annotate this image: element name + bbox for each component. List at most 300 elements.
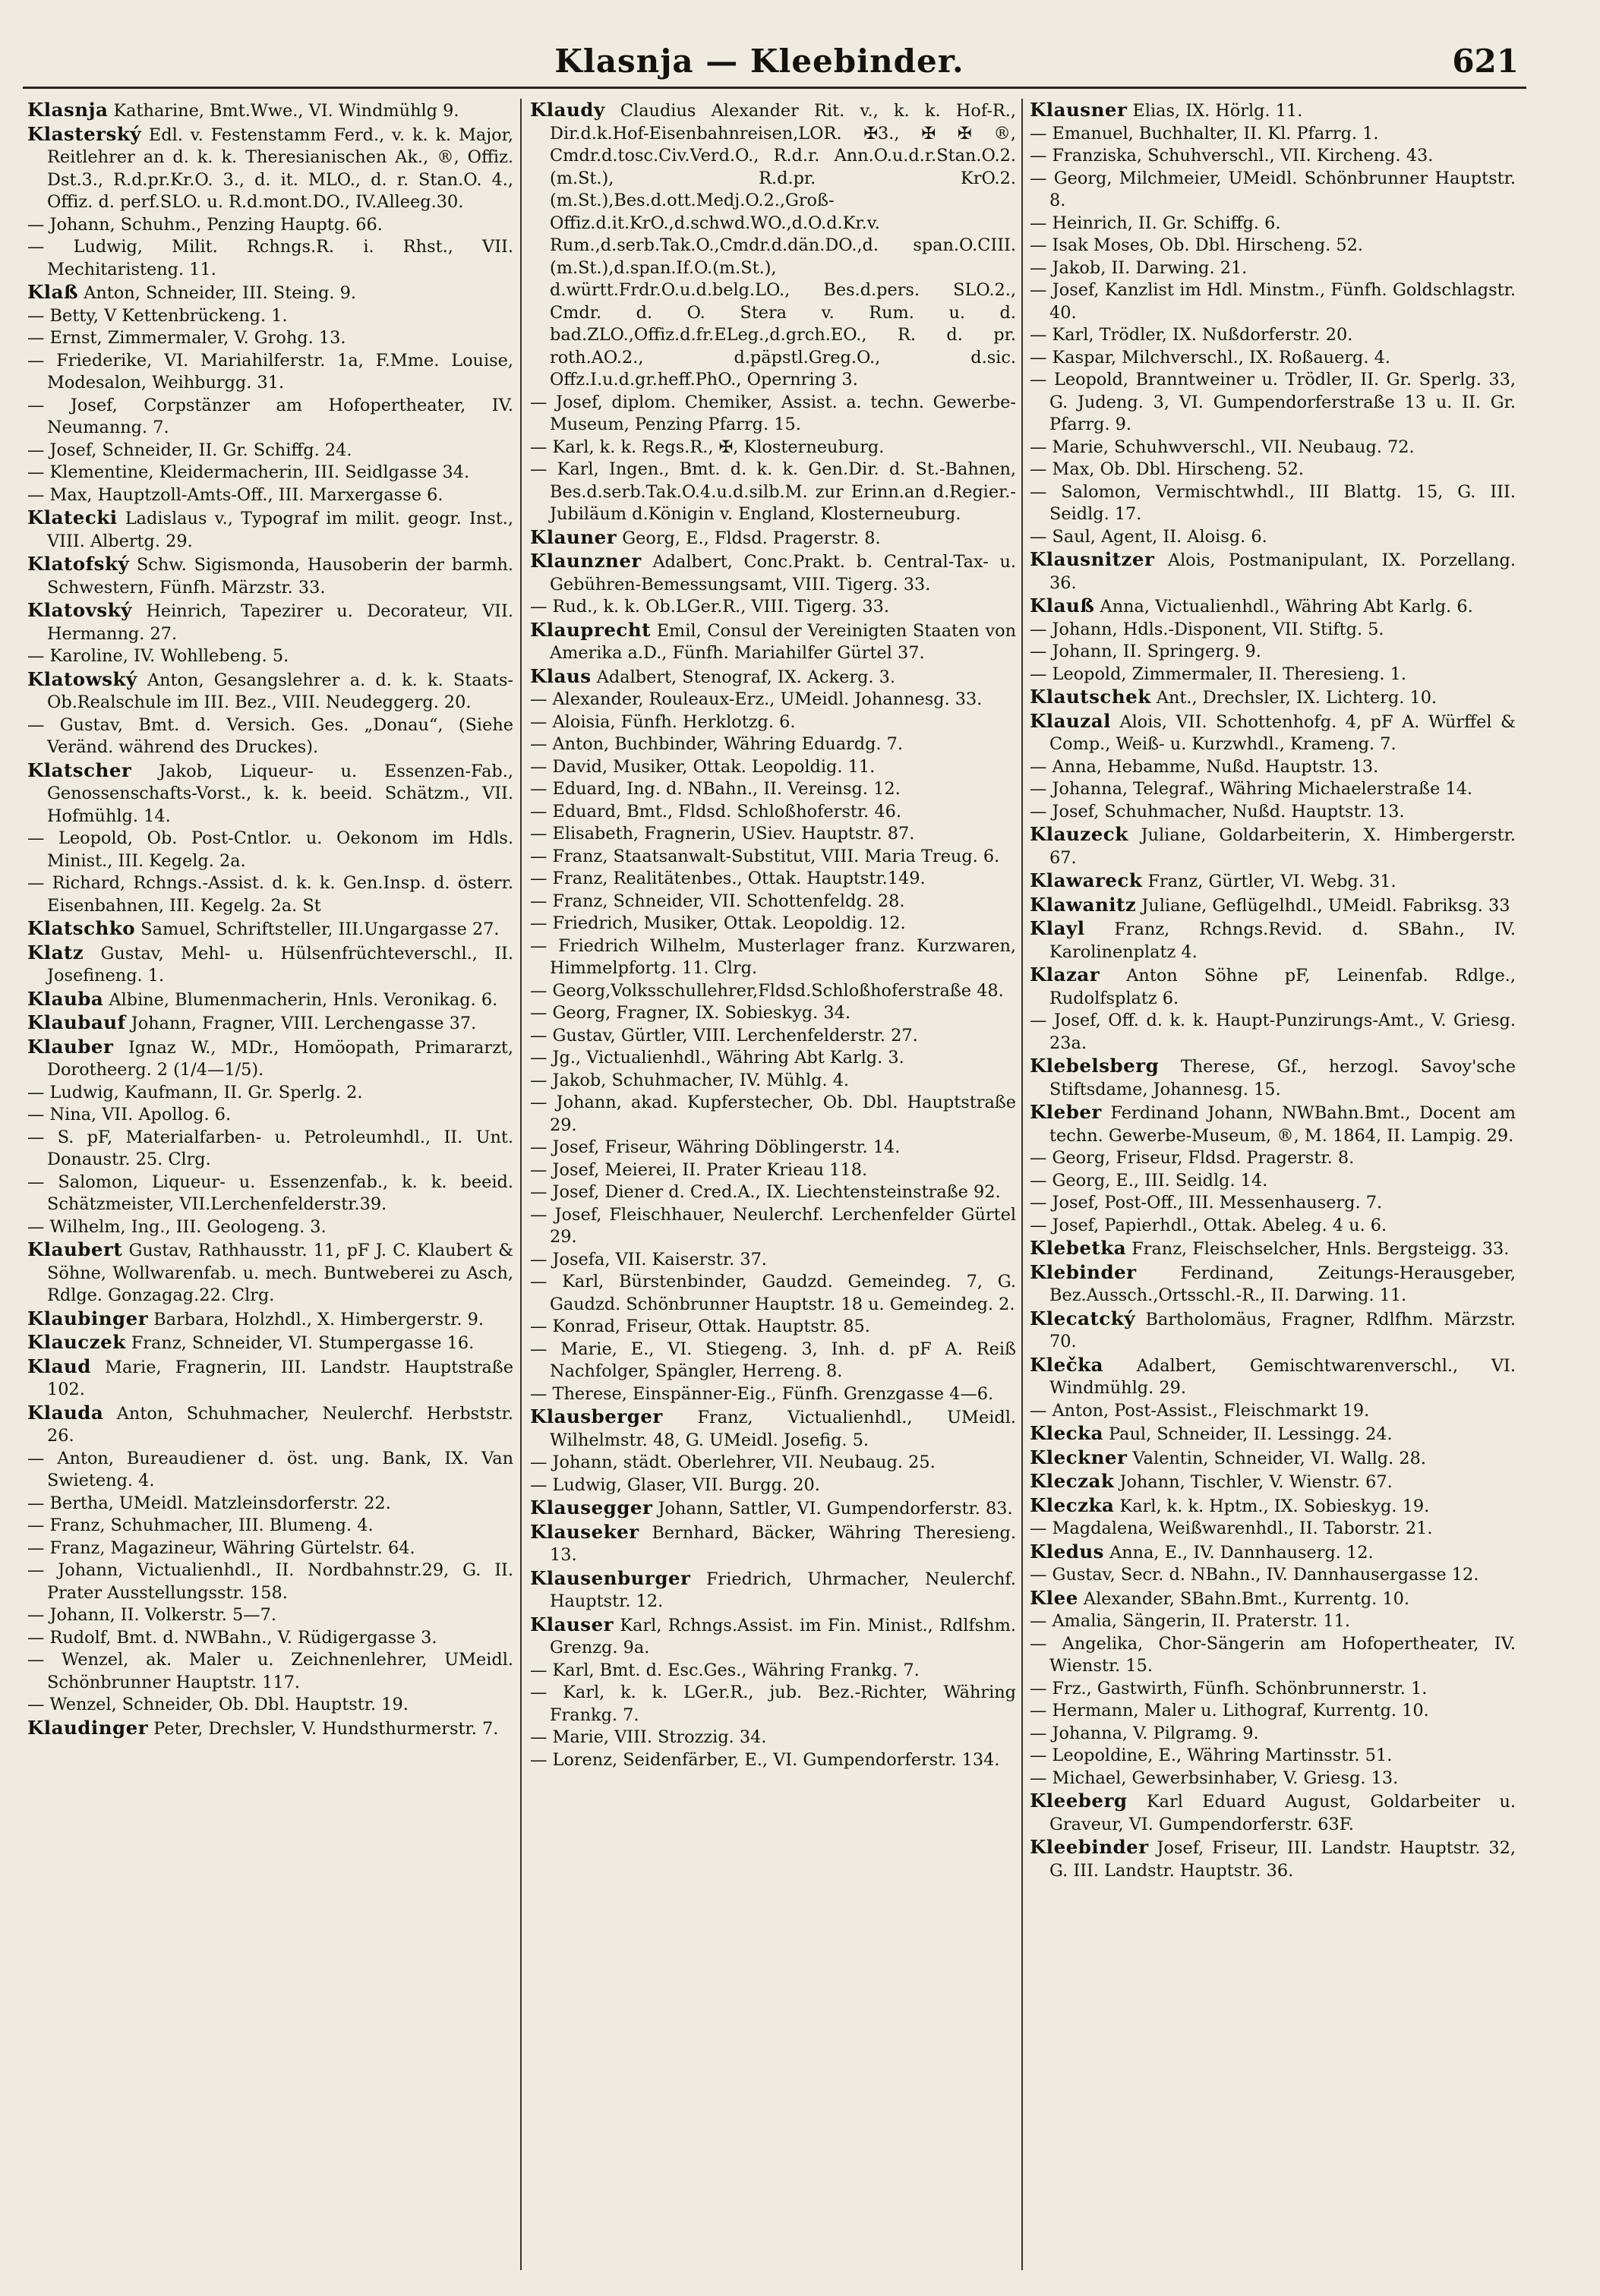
column-divider	[520, 99, 522, 2270]
directory-entry	[530, 596, 1016, 619]
running-title: Klasnja — Kleebinder.	[554, 43, 964, 80]
entry-surname: Klauzal	[1030, 709, 1111, 732]
entry-surname: Klecatcký	[1030, 1307, 1135, 1329]
entry-details: Anna, Victualienhdl., Währing Abt Karlg. 6.	[1100, 597, 1473, 617]
entry-details: — Georg, Friseur, Fldsd. Pragerstr. 8.	[1030, 1148, 1355, 1168]
entry-details: Alois, Postmanipulant, IX. Porzellang. 36.	[1049, 550, 1516, 593]
directory-entry	[1030, 235, 1516, 257]
directory-entry	[530, 1002, 1016, 1025]
directory-entry	[27, 1238, 513, 1307]
directory-entry	[27, 1104, 513, 1127]
directory-entry	[530, 1181, 1016, 1204]
entry-details: Ignaz W., MDr., Homöopath, Primararzt, Dorotheerg. 2 (1/4—1/5).	[47, 1037, 513, 1080]
entry-details: — Karl, Bürstenbinder, Gaudzd. Gemeindeg. 7, G. Gaudzd. Schönbrunner Hauptstr. 18 u. Gemeindeg. 2.	[530, 1272, 1016, 1314]
entry-details: Karl, k. k. Hptm., IX. Sobieskyg. 19.	[1119, 1496, 1430, 1516]
entry-details: — Kaspar, Milchverschl., IX. Roßauerg. 4.	[1030, 347, 1390, 367]
entry-surname: Klauber	[27, 1035, 114, 1058]
directory-page	[23, 14, 1526, 2284]
entry-details: Edl. v. Festenstamm Ferd., v. k. k. Major, Reitlehrer an d. k. k. Theresianischen Ak., ®, Offiz. Dst.3., R.d.pr.Kr.O. 3., d. it. MLO., d. r. Stan.O. 4., Offiz. d. perf.SLO. u. R.d.mont.DO., IV.Alleeg.30.	[47, 125, 513, 212]
entry-details: Franz, Rchngs.Revid. d. SBahn., IV. Karolinenplatz 4.	[1049, 919, 1516, 962]
entry-details: — Gustav, Gürtler, VIII. Lerchenfelderstr. 27.	[530, 1025, 918, 1046]
entry-details: — Lorenz, Seidenfärber, E., VI. Gumpendorferstr. 134.	[530, 1749, 1000, 1770]
entry-details: — Franziska, Schuhverschl., VII. Kircheng. 43.	[1030, 146, 1434, 166]
directory-entry	[1030, 481, 1516, 526]
directory-entry	[1030, 1101, 1516, 1147]
directory-entry	[530, 619, 1016, 665]
entry-details: — Josef, Friseur, Währing Döblingerstr. 14.	[530, 1137, 901, 1157]
entry-surname: Klayl	[1030, 917, 1085, 939]
entry-details: — Karl, k. k. LGer.R., jub. Bez.-Richter, Währing Frankg. 7.	[530, 1683, 1016, 1725]
directory-entry	[530, 1682, 1016, 1727]
entry-details: — Georg, Milchmeier, UMeidl. Schönbrunner Hauptstr. 8.	[1030, 168, 1516, 210]
column-left	[27, 99, 513, 2270]
entry-details: Claudius Alexander Rit. v., k. k. Hof-R., Dir.d.k.Hof-Eisenbahnreisen,LOR. ✠3., ✠ ✠ ®, Cmdr.d.tosc.Civ.Verd.O., R.d.r. Ann.O.u.d.r.Stan.O.2.(m.St.), R.d.pr. KrO.2.(m.St.),Bes.d.ott.Medj.O.2.,Groß-Offiz.d.it.KrO.,d.schwd.WO.,d.O.d.Kr.v. Rum.,d.serb.Tak.O.,Cmdr.d.dän.DO.,d. span.O.CIII.(m.St.),d.span.If.O.(m.St.), d.württ.Frdr.O.u.d.belg.LO., Bes.d.pers. SLO.2., Cmdr. d. O. Stera v. Rum. u. d. bad.ZLO.,Offiz.d.fr.ELeg.,d.grch.EO., R. d. pr. roth.AO.2., d.päpstl.Greg.O., d.sic. Offz.I.u.d.gr.heff.PhO., Opernring 3.	[550, 101, 1016, 390]
directory-entry	[1030, 1836, 1516, 1882]
directory-entry	[530, 846, 1016, 869]
directory-entry	[530, 437, 1016, 459]
entry-surname: Klaudy	[530, 99, 605, 121]
directory-entry	[530, 935, 1016, 980]
column-right	[1030, 99, 1516, 2270]
entry-details: — Amalia, Sängerin, II. Praterstr. 11.	[1030, 1611, 1350, 1631]
entry-surname: Klatovský	[27, 599, 132, 621]
directory-entry	[27, 99, 513, 123]
directory-entry	[530, 1047, 1016, 1070]
column-divider	[1021, 99, 1023, 2270]
entry-details: — David, Musiker, Ottak. Leopoldig. 11.	[530, 756, 876, 777]
directory-entry	[530, 733, 1016, 756]
entry-surname: Klatowský	[27, 667, 137, 690]
page-number: 621	[1452, 43, 1519, 80]
page-header	[23, 43, 1526, 88]
directory-entry	[1030, 1723, 1516, 1746]
entry-surname: Klausnitzer	[1030, 548, 1155, 570]
entry-surname: Klaß	[27, 281, 79, 303]
entry-details: Franz, Gürtler, VI. Webg. 31.	[1147, 872, 1396, 891]
entry-details: — Marie, VIII. Strozzig. 34.	[530, 1727, 767, 1747]
entry-surname: Klaunzner	[530, 550, 642, 572]
entry-details: — Josef, Diener d. Cred.A., IX. Liechtensteinstraße 92.	[530, 1182, 1001, 1202]
directory-entry	[1030, 1422, 1516, 1446]
directory-entry	[530, 1452, 1016, 1474]
entry-details: Ferdinand, Zeitungs-Herausgeber, Bez.Aussch.,Ortsschl.-R., II. Darwing. 11.	[1049, 1263, 1516, 1305]
header-rule	[23, 87, 1526, 89]
entry-details: Juliane, Goldarbeiterin, X. Himbergerstr. 67.	[1049, 825, 1516, 868]
entry-surname: Klazar	[1030, 964, 1100, 986]
directory-entry	[530, 689, 1016, 711]
entry-surname: Klauda	[27, 1401, 104, 1424]
entry-details: — Karoline, IV. Wohllebeng. 5.	[27, 646, 289, 666]
entry-details: — Salomon, Vermischtwhdl., III Blattg. 15, G. III. Seidlg. 17.	[1030, 481, 1516, 524]
entry-details: — Josef, Off. d. k. k. Haupt-Punzirungs-Amt., V. Griesg. 23a.	[1030, 1011, 1516, 1053]
directory-entry	[1030, 1587, 1516, 1611]
directory-entry	[530, 1271, 1016, 1316]
directory-entry	[27, 988, 513, 1012]
entry-surname: Klausner	[1030, 99, 1128, 121]
directory-entry	[27, 1515, 513, 1538]
directory-entry	[1030, 213, 1516, 235]
directory-entry	[27, 1036, 513, 1082]
directory-entry	[1030, 324, 1516, 347]
directory-entry	[27, 395, 513, 440]
entry-details: — Eduard, Ing. d. NBahn., II. Vereinsg. 12.	[530, 779, 901, 799]
directory-entry	[530, 1521, 1016, 1567]
entry-surname: Klauczek	[27, 1331, 126, 1353]
entry-details: — Leopold, Ob. Post-Cntlor. u. Oekonom im Hdls. Minist., III. Kegelg. 2a.	[27, 828, 513, 871]
entry-details: Adalbert, Gemischtwarenverschl., VI. Windmühlg. 29.	[1049, 1355, 1516, 1398]
entry-details: Anton, Gesangslehrer a. d. k. k. Staats-Ob.Realschule im III. Bez., VIII. Neudeggerg. 20.	[47, 670, 513, 712]
directory-entry	[27, 484, 513, 507]
entry-surname: Klebelsberg	[1030, 1055, 1160, 1077]
entry-surname: Klebetka	[1030, 1237, 1127, 1259]
entry-details: Anton, Schneider, III. Steing. 9.	[84, 283, 357, 303]
entry-details: — Josef, Corpstänzer am Hofopertheater, IV. Neumanng. 7.	[27, 395, 513, 437]
directory-entry	[27, 1307, 513, 1332]
directory-entry	[1030, 1745, 1516, 1768]
entry-details: — Betty, V Kettenbrückeng. 1.	[27, 305, 288, 326]
directory-entry	[27, 828, 513, 872]
directory-entry	[530, 980, 1016, 1003]
entry-details: — Rud., k. k. Ob.LGer.R., VIII. Tigerg. 33.	[530, 597, 889, 617]
entry-details: Albine, Blumenmacherin, Hnls. Veronikag. 6.	[109, 989, 498, 1010]
entry-surname: Klebinder	[1030, 1260, 1137, 1283]
directory-entry	[1030, 1470, 1516, 1494]
directory-entry	[1030, 1400, 1516, 1423]
entry-surname: Klaus	[530, 664, 592, 687]
entry-details: — Angelika, Chor-Sängerin am Hofopertheater, IV. Wienstr. 15.	[1030, 1633, 1516, 1676]
entry-details: — Anton, Post-Assist., Fleischmarkt 19.	[1030, 1400, 1370, 1421]
directory-entry	[27, 1448, 513, 1493]
directory-entry	[1030, 123, 1516, 146]
directory-entry	[530, 823, 1016, 846]
entry-details: — Wenzel, ak. Maler u. Zeichnenlehrer, UMeidl. Schönbrunner Hauptstr. 117.	[27, 1650, 513, 1692]
entry-details: — Nina, VII. Apollog. 6.	[27, 1105, 232, 1124]
entry-details: Gustav, Rathhausstr. 11, pF J. C. Klaubert & Söhne, Wollwarenfab. u. mech. Buntweberei zu Asch, Rdlge. Gonzagag.22. Clrg.	[47, 1241, 513, 1305]
entry-details: — Wenzel, Schneider, Ob. Dbl. Hauptstr. 19.	[27, 1695, 409, 1714]
directory-entry	[27, 1627, 513, 1650]
entry-surname: Klausberger	[530, 1405, 663, 1427]
entry-details: Marie, Fragnerin, III. Landstr. Hauptstraße 102.	[47, 1357, 513, 1399]
directory-entry	[27, 1538, 513, 1560]
directory-entry	[1030, 1261, 1516, 1307]
directory-entry	[1030, 710, 1516, 756]
entry-surname: Kleczka	[1030, 1493, 1115, 1516]
directory-entry	[1030, 641, 1516, 664]
directory-entry	[27, 1402, 513, 1448]
entry-details: Schw. Sigismonda, Hausoberin der barmh. Schwestern, Fünfh. Märzstr. 33.	[47, 555, 513, 598]
entry-details: — Josefa, VII. Kaiserstr. 37.	[530, 1249, 767, 1269]
entry-details: Gustav, Mehl- u. Hülsenfrüchteverschl., II. Josefineng. 1.	[47, 943, 513, 986]
entry-details: — Georg, Fragner, IX. Sobieskyg. 34.	[530, 1003, 850, 1023]
entry-details: — Josef, Fleischhauer, Neulerchf. Lerchenfelder Gürtel 29.	[530, 1204, 1016, 1247]
entry-surname: Klaud	[27, 1355, 91, 1377]
directory-entry	[1030, 1518, 1516, 1541]
entry-details: — Anna, Hebamme, Nußd. Hauptstr. 13.	[1030, 756, 1379, 777]
entry-details: — Ludwig, Glaser, VII. Burgg. 20.	[530, 1474, 820, 1495]
entry-details: — Ernst, Zimmermaler, V. Grohg. 13.	[27, 328, 346, 348]
entry-surname: Klee	[1030, 1586, 1078, 1609]
entry-details: Ferdinand Johann, NWBahn.Bmt., Docent am techn. Gewerbe-Museum, ®, M. 1864, II. Lampig. 29.	[1049, 1103, 1516, 1146]
entry-surname: Klatofský	[27, 553, 130, 575]
directory-entry	[1030, 548, 1516, 594]
entry-details: Anna, E., IV. Dannhauserg. 12.	[1109, 1542, 1374, 1563]
directory-entry	[1030, 1610, 1516, 1633]
entry-surname: Kleebinder	[1030, 1836, 1149, 1858]
entry-surname: Kleeberg	[1030, 1790, 1128, 1812]
directory-entry	[530, 1496, 1016, 1521]
entry-details: Bartholomäus, Fragner, Rdlfhm. Märzstr. 70.	[1049, 1309, 1516, 1351]
directory-entry	[530, 1660, 1016, 1683]
entry-details: — Richard, Rchngs.-Assist. d. k. k. Gen.Insp. d. österr. Eisenbahnen, III. Kegelg. 2a. St	[27, 873, 513, 916]
directory-entry	[27, 553, 513, 599]
directory-entry	[530, 1025, 1016, 1048]
entry-details: Therese, Gf., herzogl. Savoy'sche Stiftsdame, Johannesg. 15.	[1049, 1057, 1516, 1099]
entry-details: — Gustav, Bmt. d. Versich. Ges. „Donau“, (Siehe Veränd. während des Druckes).	[27, 714, 513, 757]
entry-details: — Franz, Magazineur, Währing Gürtelstr. 64.	[27, 1538, 415, 1558]
directory-entry	[27, 350, 513, 395]
entry-surname: Klaubauf	[27, 1011, 126, 1033]
entry-details: Johann, Sattler, VI. Gumpendorferstr. 83.	[658, 1499, 1013, 1519]
entry-details: — Marie, Schuhwverschl., VII. Neubaug. 72.	[1030, 437, 1415, 457]
entry-details: — Ludwig, Kaufmann, II. Gr. Sperlg. 2.	[27, 1082, 363, 1102]
directory-entry	[1030, 168, 1516, 213]
directory-entry	[27, 714, 513, 759]
entry-details: Paul, Schneider, II. Lessingg. 24.	[1109, 1424, 1393, 1444]
directory-entry	[1030, 964, 1516, 1010]
directory-entry	[1030, 894, 1516, 918]
entry-surname: Klaubinger	[27, 1307, 149, 1329]
entry-surname: Kleckner	[1030, 1446, 1128, 1468]
entry-details: — Johann, Victualienhdl., II. Nordbahnstr.29, G. II. Prater Ausstellungsstr. 158.	[27, 1560, 513, 1603]
entry-details: — Marie, E., VI. Stiegeng. 3, Inh. d. pF A. Reiß Nachfolger, Spängler, Herreng. 8.	[530, 1339, 1016, 1381]
entry-surname: Klatecki	[27, 506, 118, 528]
entry-details: Jakob, Liqueur- u. Essenzen-Fab., Genossenschafts-Vorst., k. k. beeid. Schätzm., VII. Hofmühlg. 14.	[47, 761, 513, 826]
directory-entry	[27, 440, 513, 462]
entry-details: Ant., Drechsler, IX. Lichterg. 10.	[1156, 688, 1437, 708]
directory-entry	[1030, 1354, 1516, 1400]
entry-details: — Karl, k. k. Regs.R., ✠, Klosterneuburg.	[530, 437, 885, 457]
directory-entry	[27, 759, 513, 828]
entry-details: Friedrich, Uhrmacher, Neulerchf. Hauptstr. 12.	[550, 1569, 1016, 1611]
directory-entry	[530, 1137, 1016, 1159]
entry-details: — Saul, Agent, II. Aloisg. 6.	[1030, 526, 1267, 547]
entry-surname: Klatschko	[27, 917, 136, 939]
entry-details: Karl Eduard August, Goldarbeiter u. Graveur, VI. Gumpendorferstr. 63F.	[1049, 1792, 1516, 1834]
entry-details: Anton Söhne pF, Leinenfab. Rdlge., Rudolfsplatz 6.	[1049, 966, 1516, 1008]
entry-details: — Johann, Hdls.-Disponent, VII. Stiftg. 5.	[1030, 619, 1384, 639]
directory-entry	[530, 1613, 1016, 1660]
directory-entry	[27, 281, 513, 305]
entry-details: — Konrad, Friseur, Ottak. Hauptstr. 85.	[530, 1317, 870, 1336]
entry-details: — Friedrich Wilhelm, Musterlager franz. Kurzwaren, Himmelpfortg. 11. Clrg.	[530, 935, 1016, 978]
directory-entry	[530, 526, 1016, 550]
entry-surname: Klausegger	[530, 1496, 653, 1519]
directory-entry	[27, 1127, 513, 1172]
directory-entry	[1030, 1055, 1516, 1101]
directory-entry	[1030, 778, 1516, 801]
entry-surname: Klatz	[27, 941, 84, 964]
directory-entry	[530, 1249, 1016, 1272]
entry-details: — Leopold, Zimmermaler, II. Theresieng. 1.	[1030, 664, 1406, 684]
entry-details: — Ludwig, Milit. Rchngs.R. i. Rhst., VII. Mechitaristeng. 11.	[27, 237, 513, 279]
directory-entry	[27, 872, 513, 917]
directory-entry	[27, 599, 513, 645]
entry-details: — Isak Moses, Ob. Dbl. Hirscheng. 52.	[1030, 235, 1364, 255]
entry-details: Barbara, Holzhdl., X. Himbergerstr. 9.	[153, 1309, 484, 1329]
entry-details: — Salomon, Liqueur- u. Essenzenfab., k. k. beeid. Schätzmeister, VII.Lerchenfelderstr.39.	[27, 1172, 513, 1214]
entry-details: — Georg, E., III. Seidlg. 14.	[1030, 1170, 1268, 1191]
directory-entry	[1030, 347, 1516, 370]
entry-details: — Franz, Schuhmacher, III. Blumeng. 4.	[27, 1515, 374, 1535]
entry-details: Adalbert, Conc.Prakt. b. Central-Tax- u. Gebühren-Bemessungsamt, VIII. Tigerg. 33.	[550, 552, 1016, 594]
entry-surname: Klauser	[530, 1613, 614, 1635]
directory-entry	[1030, 1446, 1516, 1471]
entry-surname: Klauzeck	[1030, 823, 1128, 845]
entry-details: — Leopoldine, E., Währing Martinsstr. 51.	[1030, 1746, 1393, 1765]
entry-details: Emil, Consul der Vereinigten Staaten von Amerika a.D., Fünfh. Mariahilfer Gürtel 37.	[550, 620, 1016, 663]
entry-details: — Josef, Meierei, II. Prater Krieau 118.	[530, 1159, 868, 1180]
entry-details: — Jg., Victualienhdl., Währing Abt Karlg. 3.	[530, 1048, 904, 1068]
directory-entry	[1030, 664, 1516, 686]
entry-details: — Franz, Realitätenbes., Ottak. Hauptstr.149.	[530, 869, 926, 888]
entry-details: Johann, Fragner, VIII. Lerchengasse 37.	[131, 1014, 477, 1033]
directory-entry	[27, 1172, 513, 1216]
entry-details: — Hermann, Maler u. Lithograf, Kurrentg. 10.	[1030, 1701, 1429, 1720]
directory-entry	[530, 665, 1016, 689]
directory-entry	[530, 1405, 1016, 1452]
directory-entry	[27, 327, 513, 350]
entry-details: — Elisabeth, Fragnerin, USiev. Hauptstr. 87.	[530, 824, 915, 844]
directory-entry	[530, 1749, 1016, 1772]
entry-details: — S. pF, Materialfarben- u. Petroleumhdl., II. Unt. Donaustr. 25. Clrg.	[27, 1127, 513, 1169]
directory-entry	[27, 506, 513, 553]
directory-entry	[1030, 437, 1516, 459]
entry-details: — Karl, Trödler, IX. Nußdorferstr. 20.	[1030, 325, 1353, 345]
directory-entry	[530, 1383, 1016, 1406]
directory-entry	[530, 1567, 1016, 1613]
directory-entry	[1030, 257, 1516, 280]
entry-details: — Josef, diplom. Chemiker, Assist. a. techn. Gewerbe-Museum, Penzing Pfarrg. 15.	[530, 392, 1016, 434]
entry-details: — Michael, Gewerbsinhaber, V. Griesg. 13.	[1030, 1768, 1399, 1788]
entry-details: — Gustav, Secr. d. NBahn., IV. Dannhausergasse 12.	[1030, 1565, 1479, 1585]
entry-surname: Klecka	[1030, 1422, 1103, 1444]
entry-details: — Max, Ob. Dbl. Hirscheng. 52.	[1030, 459, 1304, 479]
entry-surname: Klatscher	[27, 758, 132, 781]
entry-surname: Klaudinger	[27, 1716, 149, 1739]
directory-entry	[530, 1316, 1016, 1339]
directory-entry	[530, 868, 1016, 891]
directory-entry	[530, 891, 1016, 913]
entry-details: — Jakob, Schuhmacher, IV. Mühlg. 4.	[530, 1070, 850, 1090]
directory-entry	[27, 917, 513, 941]
entry-details: Karl, Rchngs.Assist. im Fin. Minist., Rdlfshm. Grenzg. 9a.	[550, 1615, 1016, 1657]
entry-details: — Bertha, UMeidl. Matzleinsdorferstr. 22.	[27, 1493, 391, 1513]
directory-entry	[530, 1339, 1016, 1383]
directory-entry	[530, 756, 1016, 779]
entry-surname: Kleber	[1030, 1101, 1102, 1123]
entry-surname: Klausenburger	[530, 1566, 691, 1589]
entry-details: Josef, Friseur, III. Landstr. Hauptstr. 32, G. III. Landstr. Hauptstr. 36.	[1049, 1838, 1516, 1881]
column-middle	[530, 99, 1016, 2270]
entry-details: — Eduard, Bmt., Fldsd. Schloßhoferstr. 46.	[530, 801, 901, 822]
entry-surname: Klaubert	[27, 1238, 123, 1260]
directory-entry	[530, 1159, 1016, 1182]
directory-entry	[27, 1355, 513, 1402]
directory-entry	[1030, 917, 1516, 964]
entry-details: — Therese, Einspänner-Eig., Fünfh. Grenzgasse 4—6.	[530, 1383, 994, 1404]
entry-details: — Josef, Papierhdl., Ottak. Abeleg. 4 u. 6.	[1030, 1215, 1387, 1235]
directory-entry	[27, 1216, 513, 1239]
directory-entry	[1030, 594, 1516, 619]
entry-details: — Heinrich, II. Gr. Schiffg. 6.	[1030, 213, 1281, 233]
entry-surname: Klautschek	[1030, 686, 1151, 708]
entry-details: Valentin, Schneider, VI. Wallg. 28.	[1132, 1448, 1426, 1468]
directory-entry	[1030, 1147, 1516, 1170]
directory-entry	[530, 550, 1016, 596]
directory-entry	[27, 1604, 513, 1627]
directory-entry	[1030, 1237, 1516, 1261]
directory-entry	[530, 99, 1016, 392]
directory-entry	[1030, 1215, 1516, 1238]
directory-entry	[1030, 1564, 1516, 1587]
directory-entry	[530, 801, 1016, 824]
directory-entry	[1030, 801, 1516, 824]
directory-entry	[1030, 1633, 1516, 1678]
directory-entry	[1030, 1010, 1516, 1055]
entry-details: — Josef, Schuhmacher, Nußd. Hauptstr. 13.	[1030, 801, 1405, 822]
entry-details: — Magdalena, Weißwarenhdl., II. Taborstr. 21.	[1030, 1519, 1433, 1538]
entry-details: — Josef, Kanzlist im Hdl. Minstm., Fünfh. Goldschlagstr. 40.	[1030, 280, 1516, 323]
directory-entry	[27, 1493, 513, 1515]
entry-details: — Aloisia, Fünfh. Herklotzg. 6.	[530, 711, 796, 732]
directory-entry	[27, 645, 513, 668]
entry-details: — Johann, Schuhm., Penzing Hauptg. 66.	[27, 214, 383, 235]
entry-details: Katharine, Bmt.Wwe., VI. Windmühlg 9.	[113, 101, 459, 121]
directory-entry	[530, 459, 1016, 526]
entry-details: Anton, Schuhmacher, Neulerchf. Herbststr. 26.	[47, 1403, 513, 1446]
directory-entry	[27, 1560, 513, 1604]
entry-details: Alois, VII. Schottenhofg. 4, pF A. Würffel & Comp., Weiß- u. Kurzwhdl., Krameng. 7.	[1049, 711, 1516, 754]
entry-details: — Alexander, Rouleaux-Erz., UMeidl. Johannesg. 33.	[530, 689, 983, 709]
directory-entry	[1030, 279, 1516, 324]
directory-entry	[27, 1694, 513, 1717]
directory-entry	[1030, 823, 1516, 869]
directory-entry	[530, 1204, 1016, 1249]
directory-entry	[1030, 145, 1516, 168]
directory-entry	[27, 305, 513, 328]
directory-entry	[530, 1092, 1016, 1137]
entry-details: — Jakob, II. Darwing. 21.	[1030, 257, 1248, 278]
entry-surname: Klauseker	[530, 1520, 639, 1543]
entry-details: — Friederike, VI. Mariahilferstr. 1a, F.Mme. Louise, Modesalon, Weihburgg. 31.	[27, 350, 513, 393]
entry-details: — Franz, Schneider, VII. Schottenfeldg. 28.	[530, 891, 905, 911]
entry-details: Ladislaus v., Typograf im milit. geogr. Inst., VIII. Albertg. 29.	[47, 509, 513, 551]
entry-details: — Josef, Post-Off., III. Messenhauserg. 7.	[1030, 1193, 1383, 1213]
directory-entry	[27, 236, 513, 281]
directory-entry	[530, 778, 1016, 801]
entry-surname: Klauba	[27, 987, 104, 1010]
entry-details: — Johanna, V. Pilgramg. 9.	[1030, 1723, 1259, 1743]
entry-surname: Klečka	[1030, 1353, 1103, 1376]
entry-details: — Frz., Gastwirth, Fünfh. Schönbrunnerstr. 1.	[1030, 1678, 1428, 1698]
directory-entry	[1030, 686, 1516, 710]
entry-details: — Johann, städt. Oberlehrer, VII. Neubaug. 25.	[530, 1452, 936, 1472]
entry-details: — Klementine, Kleidermacherin, III. Seidlgasse 34.	[27, 462, 470, 482]
entry-details: Samuel, Schriftsteller, III.Ungargasse 27.	[140, 919, 500, 939]
entry-details: Franz, Schneider, VI. Stumpergasse 16.	[131, 1333, 475, 1353]
entry-details: — Emanuel, Buchhalter, II. Kl. Pfarrg. 1.	[1030, 123, 1379, 144]
directory-entry	[530, 392, 1016, 437]
